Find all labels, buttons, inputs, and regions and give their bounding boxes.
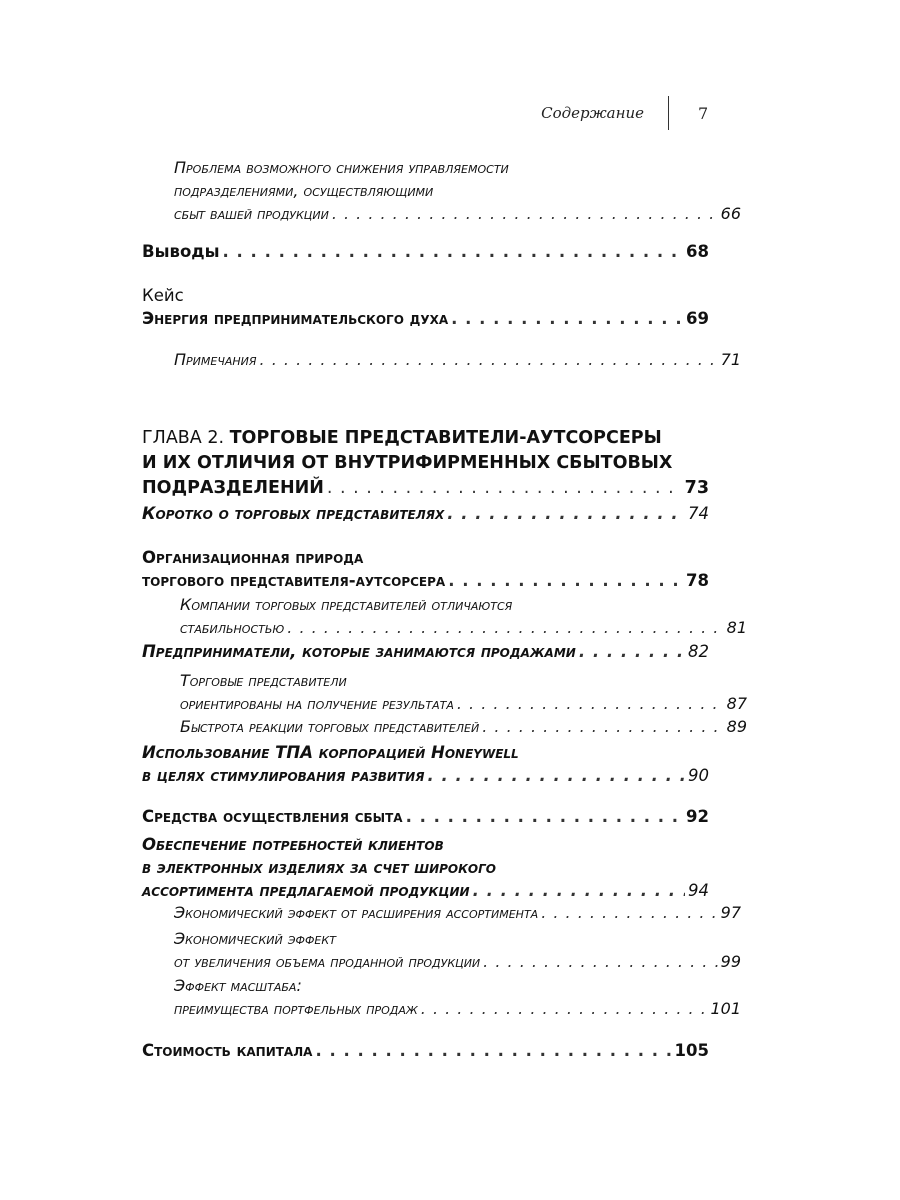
- toc-entry-scale-effect[interactable]: [142, 974, 741, 1020]
- leader-dots: [260, 348, 718, 371]
- leader-dots: [473, 879, 685, 902]
- toc-entry-text: Примечания: [174, 350, 257, 369]
- page-number: 7: [698, 104, 709, 123]
- leader-dots: [448, 569, 683, 592]
- leader-dots: [421, 997, 708, 1020]
- toc-entry-line: Обеспечение потребностей клиентов: [142, 835, 444, 854]
- header-divider: [668, 96, 669, 130]
- toc-entry-text: Коротко о торговых представителях: [142, 504, 445, 523]
- leader-dots: [327, 476, 682, 501]
- toc-entry-notes[interactable]: [142, 348, 741, 371]
- toc-page-number: 101: [710, 999, 741, 1018]
- toc-page-number: 73: [684, 478, 709, 498]
- toc-entry-capital-cost[interactable]: [142, 1039, 709, 1062]
- leader-dots: [579, 640, 685, 663]
- toc-entry-text: Стоимость капитала: [142, 1041, 313, 1060]
- toc-entry-text: от увеличения объема проданной продукции: [174, 952, 481, 971]
- toc-entry-volume-effect[interactable]: [142, 927, 741, 973]
- toc-page-number: 71: [720, 350, 741, 369]
- toc-page-number: 78: [686, 571, 709, 590]
- toc-entry-sales-means[interactable]: [142, 805, 709, 828]
- toc-entry-line: Торговые представители: [180, 671, 347, 690]
- leader-dots: [447, 502, 685, 525]
- toc-entry-line: Эффект масштаба:: [174, 976, 302, 995]
- toc-entry-stability[interactable]: [142, 593, 747, 639]
- toc-entry-text: Средства осуществления сбыта: [142, 807, 403, 826]
- toc-page-number: 68: [686, 242, 709, 261]
- toc-entry-line: Экономический эффект: [174, 929, 336, 948]
- leader-dots: [541, 901, 717, 924]
- toc-page-number: 92: [686, 807, 709, 826]
- toc-entry-text: Быстрота реакции торговых представителей: [180, 717, 480, 736]
- toc-page-number: 69: [686, 309, 709, 328]
- toc-entry-text: Энергия предпринимательского духа: [142, 309, 449, 328]
- toc-entry-text: торгового представителя-аутсорсера: [142, 571, 446, 590]
- toc-page-number: 74: [688, 504, 709, 523]
- toc-entry-text: преимущества портфельных продаж: [174, 999, 418, 1018]
- toc-entry-text: ассортимента предлагаемой продукции: [142, 881, 470, 900]
- leader-dots: [332, 202, 718, 225]
- toc-entry-line: подразделениями, осуществляющими: [174, 181, 434, 200]
- toc-entry-chapter-2[interactable]: [142, 426, 709, 501]
- toc-entry-result-oriented[interactable]: [142, 669, 747, 715]
- toc-page-number: 105: [674, 1041, 709, 1060]
- toc-page-number: 89: [726, 717, 747, 736]
- toc-entry-text: в целях стимулирования развития: [142, 766, 425, 785]
- toc-page-number: 87: [726, 694, 747, 713]
- toc-page-number: 99: [720, 952, 741, 971]
- toc-entry-text: Предприниматели, которые занимаются продажами: [142, 642, 576, 661]
- toc-entry-text: Выводы: [142, 242, 220, 261]
- leader-dots: [451, 307, 683, 330]
- leader-dots: [483, 950, 717, 973]
- section-title: Содержание: [541, 104, 644, 122]
- toc-page-number: 94: [688, 881, 709, 900]
- toc-entry-assortment-effect[interactable]: [142, 901, 741, 924]
- toc-entry-honeywell[interactable]: [142, 741, 709, 787]
- toc-page-number: 81: [726, 618, 747, 637]
- toc-entry-line: в электронных изделиях за счет широкого: [142, 858, 496, 877]
- toc-entry-case[interactable]: [142, 284, 709, 330]
- leader-dots: [482, 715, 723, 738]
- leader-dots: [406, 805, 683, 828]
- toc-page-number: 66: [720, 204, 741, 223]
- toc-page-number: 97: [720, 903, 741, 922]
- toc-entry-customer-needs[interactable]: [142, 833, 709, 902]
- leader-dots: [287, 616, 723, 639]
- toc-entry-text: сбыт вашей продукции: [174, 204, 329, 223]
- toc-page-number: 82: [688, 642, 709, 661]
- leader-dots: [427, 764, 685, 787]
- toc-entry-text: Экономический эффект от расширения ассортимента: [174, 903, 539, 922]
- toc-entry-management-problem[interactable]: [142, 156, 741, 225]
- toc-entry-line: Организационная природа: [142, 548, 364, 567]
- toc-entry-reaction-speed[interactable]: [142, 715, 747, 738]
- toc-entry-about-reps[interactable]: [142, 502, 709, 525]
- toc-entry-line: Использование ТПА корпорацией Honeywell: [142, 743, 519, 762]
- toc-page-number: 90: [688, 766, 709, 785]
- toc-entry-text: ПОДРАЗДЕЛЕНИЙ: [142, 478, 324, 498]
- leader-dots: [223, 240, 684, 263]
- chapter-title-line: И ИХ ОТЛИЧИЯ ОТ ВНУТРИФИРМЕННЫХ СБЫТОВЫХ: [142, 453, 673, 473]
- toc-kicker: Кейс: [142, 286, 184, 305]
- toc-entry-text: ориентированы на получение результата: [180, 694, 454, 713]
- toc-entry-entrepreneurs[interactable]: [142, 640, 709, 663]
- toc-entry-text: стабильностью: [180, 618, 285, 637]
- chapter-label: ГЛАВА 2.: [142, 428, 225, 448]
- toc-entry-line: Проблема возможного снижения управляемости: [174, 158, 509, 177]
- chapter-title-line: ТОРГОВЫЕ ПРЕДСТАВИТЕЛИ-АУТСОРСЕРЫ: [229, 428, 662, 448]
- toc-entry-conclusions[interactable]: [142, 240, 709, 263]
- running-head: [0, 96, 900, 136]
- toc-entry-organizational-nature[interactable]: [142, 546, 709, 592]
- leader-dots: [457, 692, 724, 715]
- leader-dots: [315, 1039, 671, 1062]
- toc-entry-line: Компании торговых представителей отличаются: [180, 595, 513, 614]
